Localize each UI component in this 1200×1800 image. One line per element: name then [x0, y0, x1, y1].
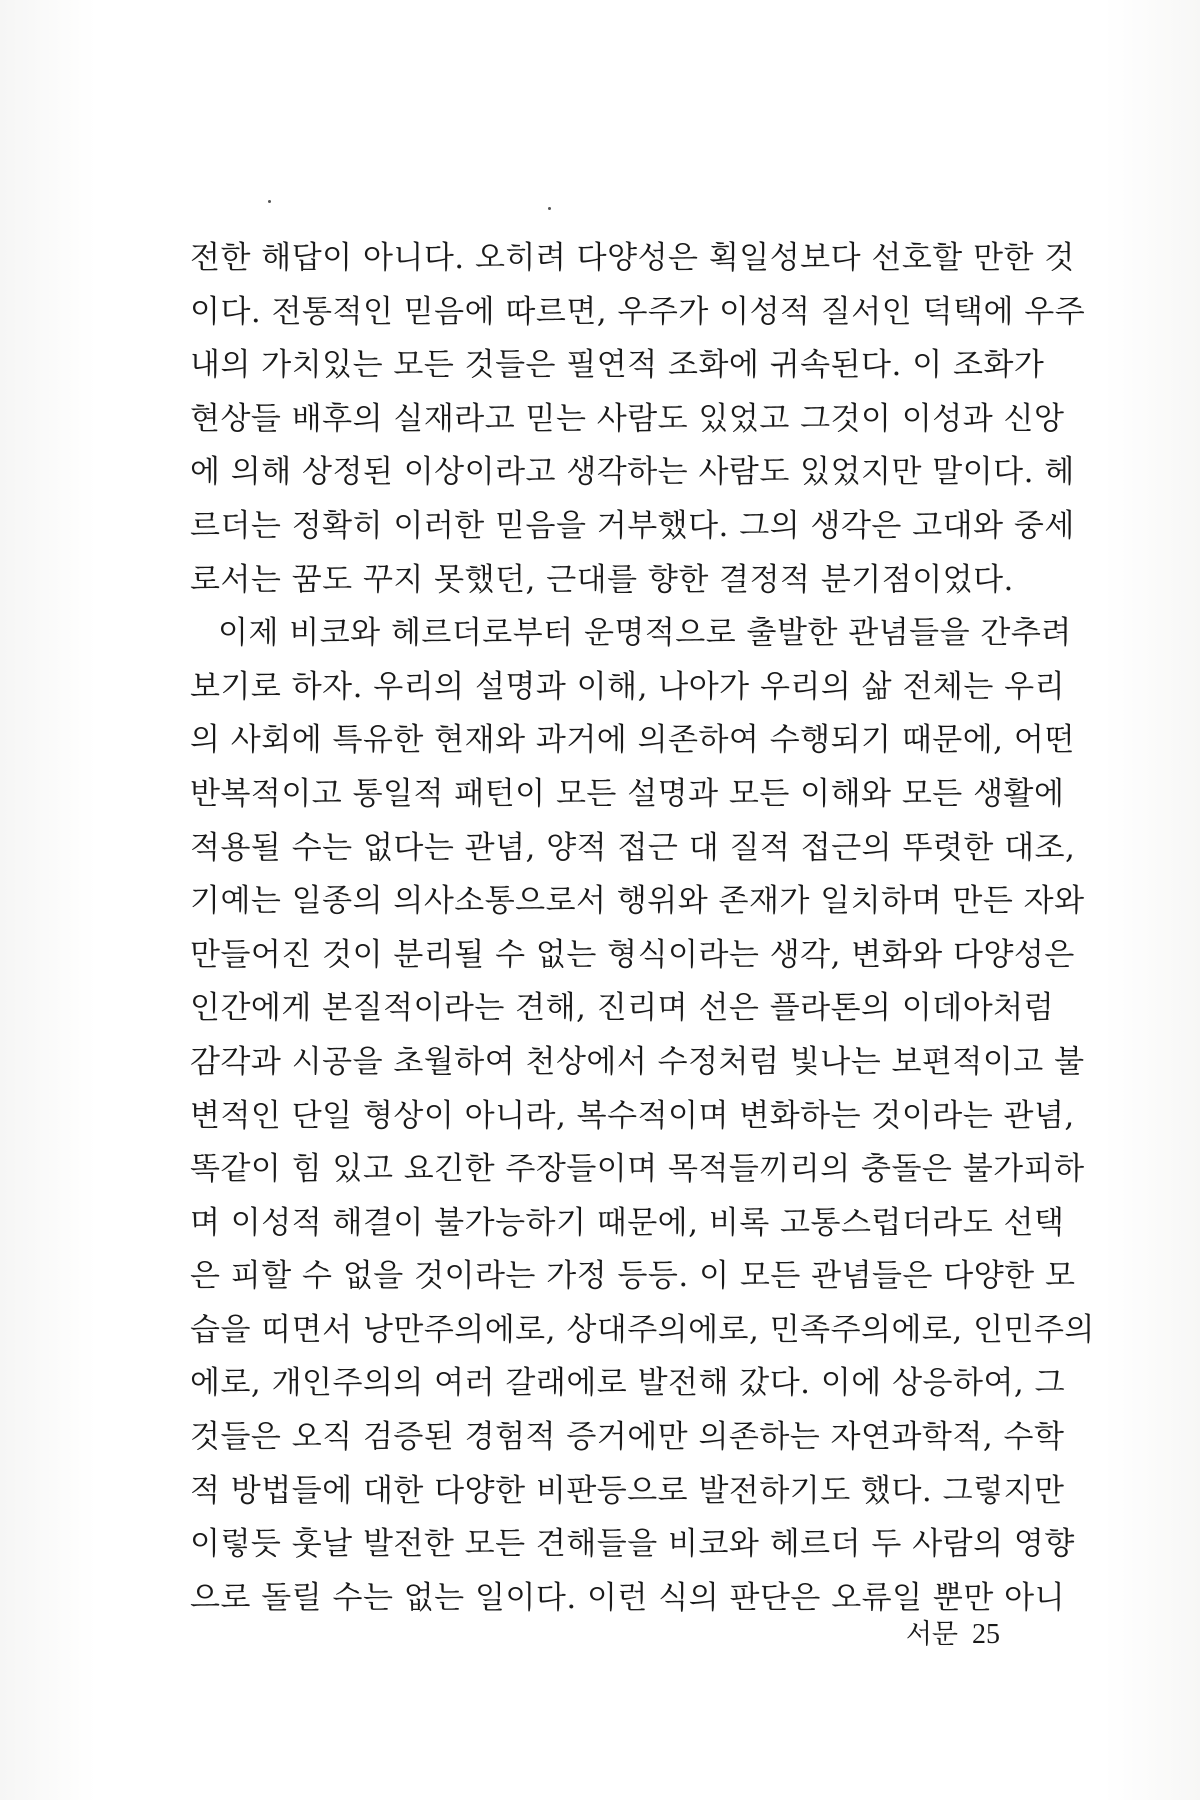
text-line: 보기로 하자. 우리의 설명과 이해, 나아가 우리의 삶 전체는 우리 [190, 668, 1066, 705]
paragraph-2 [190, 607, 1095, 1625]
paragraph-1 [190, 232, 1086, 607]
page-number: 25 [972, 1619, 1000, 1650]
text-line: 반복적이고 통일적 패턴이 모든 설명과 모든 이해와 모든 생활에 [190, 775, 1065, 812]
text-line: 이제 비코와 헤르더로부터 운명적으로 출발한 관념들을 간추려 [218, 615, 1072, 652]
text-line: 적 방법들에 대한 다양한 비판등으로 발전하기도 했다. 그렇지만 [190, 1472, 1065, 1509]
text-line: 전한 해답이 아니다. 오히려 다양성은 획일성보다 선호할 만한 것 [190, 240, 1075, 276]
section-title: 서문 [905, 1619, 958, 1650]
text-line: 습을 띠면서 낭만주의에로, 상대주의에로, 민족주의에로, 인민주의 [190, 1311, 1095, 1348]
text-line: 적용될 수는 없다는 관념, 양적 접근 대 질적 접근의 뚜렷한 대조, [190, 829, 1076, 866]
text-line: 으로 돌릴 수는 없는 일이다. 이런 식의 판단은 오류일 뿐만 아니 [190, 1579, 1066, 1616]
text-line: 똑같이 힘 있고 요긴한 주장들이며 목적들끼리의 충돌은 불가피하 [190, 1151, 1085, 1188]
text-line: 것들은 오직 검증된 경험적 증거에만 의존하는 자연과학적, 수학 [190, 1419, 1065, 1456]
text-line: 변적인 단일 형상이 아니라, 복수적이며 변화하는 것이라는 관념, [190, 1097, 1075, 1134]
text-line: 은 피할 수 없을 것이라는 가정 등등. 이 모든 관념들은 다양한 모 [190, 1258, 1076, 1295]
text-line: 에 의해 상정된 이상이라고 생각하는 사람도 있었지만 말이다. 헤 [190, 454, 1075, 491]
page-footer [906, 1612, 1000, 1651]
text-line: 감각과 시공을 초월하여 천상에서 수정처럼 빛나는 보편적이고 불 [190, 1043, 1085, 1080]
text-line: 르더는 정확히 이러한 믿음을 거부했다. 그의 생각은 고대와 중세 [190, 507, 1075, 544]
text-line: 만들어진 것이 분리될 수 없는 형식이라는 생각, 변화와 다양성은 [190, 936, 1075, 973]
speck [548, 207, 551, 210]
text-line: 이렇듯 훗날 발전한 모든 견해들을 비코와 헤르더 두 사람의 영향 [190, 1526, 1075, 1563]
text-line: 내의 가치있는 모든 것들은 필연적 조화에 귀속된다. 이 조화가 [190, 347, 1045, 384]
text-line: 의 사회에 특유한 현재와 과거에 의존하여 수행되기 때문에, 어떤 [190, 722, 1075, 759]
text-line: 며 이성적 해결이 불가능하기 때문에, 비록 고통스럽더라도 선택 [190, 1204, 1065, 1241]
text-line: 이다. 전통적인 믿음에 따르면, 우주가 이성적 질서인 덕택에 우주 [190, 293, 1086, 330]
text-line: 로서는 꿈도 꾸지 못했던, 근대를 향한 결정적 분기점이었다. [190, 561, 1014, 598]
speck [268, 200, 271, 203]
text-line: 현상들 배후의 실재라고 믿는 사람도 있었고 그것이 이성과 신앙 [190, 400, 1065, 437]
text-line: 인간에게 본질적이라는 견해, 진리며 선은 플라톤의 이데아처럼 [190, 990, 1055, 1027]
body-text [190, 232, 1095, 1625]
text-line: 기예는 일종의 의사소통으로서 행위와 존재가 일치하며 만든 자와 [190, 883, 1085, 920]
text-line: 에로, 개인주의의 여러 갈래에로 발전해 갔다. 이에 상응하여, 그 [190, 1365, 1066, 1402]
